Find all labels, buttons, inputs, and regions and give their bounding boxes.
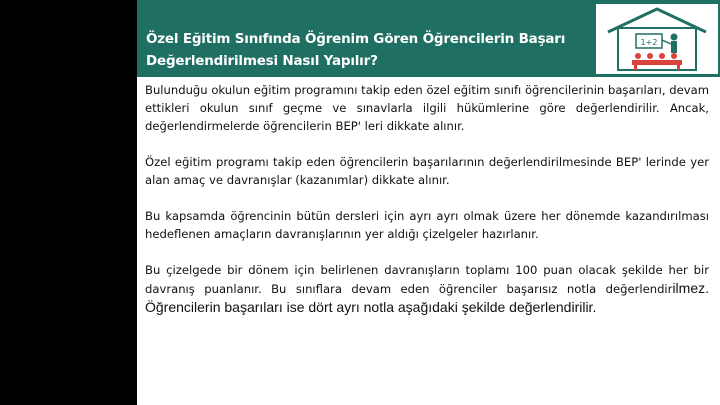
title-line-1: Özel Eğitim Sınıfında Öğrenim Gören Öğrencilerin Başarı: [146, 31, 566, 47]
classroom-house-icon: [596, 4, 718, 74]
title-line-2: Değerlendirilmesi Nasıl Yapılır?: [146, 53, 378, 69]
paragraph-4-part-1: Bu çizelgede bir dönem için belirlenen davranışların toplamı 100 puan olacak şekilde her bir davranış puanlanır. Bu sınıflara devam eden öğrenciler başarısız notla değerlendir: [145, 263, 709, 296]
paragraph-4: [145, 261, 709, 317]
page-title: [146, 28, 586, 72]
paragraph-4-part-2: ilmez. Öğrencilerin başarıları ise dört ayrı notla aşağıdaki şekilde değerlendirilir.: [145, 280, 709, 315]
header-bar: [137, 0, 720, 77]
classroom-logo: [596, 4, 718, 74]
paragraph-2: Özel eğitim programı takip eden öğrencilerin başarılarının değerlendirilmesinde BEP' lerinde yer alan amaç ve davranışlar (kazanımlar) dikkate alınır.: [145, 155, 709, 187]
paragraph-3: Bu kapsamda öğrencinin bütün dersleri için ayrı ayrı olmak üzere her dönemde kazandırılması hedeflenen amaçların davranışlarının yer aldığı çizelgeler hazırlanır.: [145, 209, 709, 241]
slide: [137, 0, 720, 405]
paragraph-1: Bulunduğu okulun eğitim programını takip eden özel eğitim sınıfı öğrencilerinin başarıları, devam ettikleri okulun sınıf geçme ve sınavlarla ilgili hükümlerine göre değerlendirilir. Ancak, değerlendirmelerde öğrencilerin BEP' leri dikkate alınır.: [145, 83, 709, 133]
board-text: 1+2: [640, 38, 658, 47]
slide-body: [145, 81, 709, 335]
